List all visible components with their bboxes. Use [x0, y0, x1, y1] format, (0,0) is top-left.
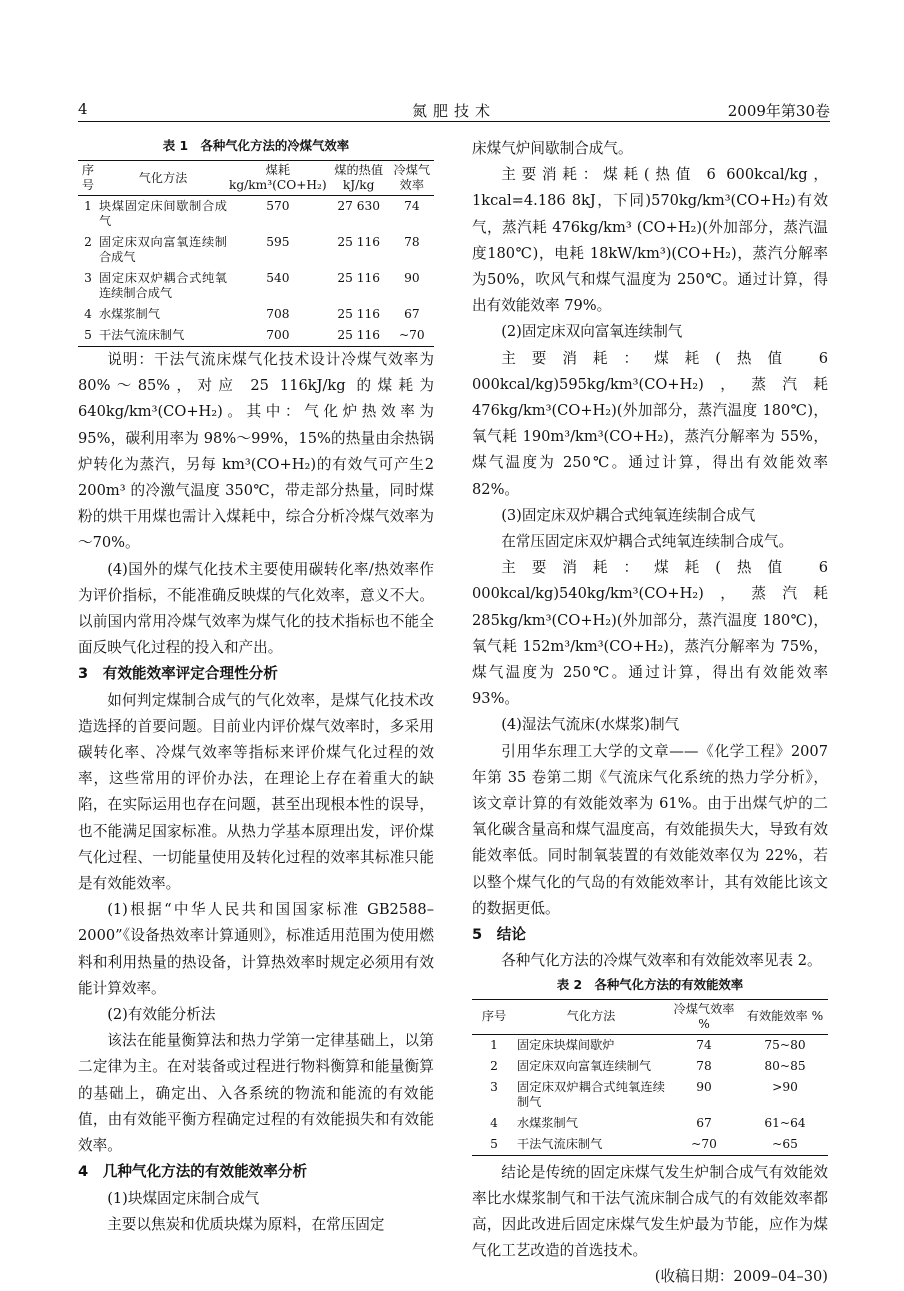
page-number: 4	[78, 100, 88, 118]
section-heading-4: 4 几种气化方法的有效能效率分析	[78, 1163, 308, 1181]
cell-eff: 74	[404, 199, 420, 213]
cell-eff: 67	[404, 307, 420, 321]
cell-exergy: ~65	[772, 1136, 798, 1151]
table1-col-heat: 煤的热值 kJ/kg	[328, 161, 390, 196]
cell-exergy: 75~80	[764, 1037, 806, 1052]
cell-no: 2	[490, 1058, 498, 1073]
cell-no: 1	[84, 199, 92, 213]
cell-heat: 27 630	[337, 199, 380, 213]
paragraph: 主要消耗：煤耗(热值 6 600kcal/kg，1kcal=4.186 8kJ，下同)570kg/km³(CO+H₂)有效气，蒸汽耗 476kg/km³ (CO+H₂)(外加部分，蒸汽温度180℃)，电耗 18kW/km³)(CO+H₂)，蒸汽分解率为50%，吹风气和煤气温度为 250℃。通过计算，得出有效能效率 79%。	[472, 166, 828, 315]
table-row	[78, 325, 434, 347]
cell-no: 5	[490, 1136, 498, 1151]
paragraph: 主要消耗：煤耗(热值 6 000kcal/kg)540kg/km³(CO+H₂)，蒸汽耗 285kg/km³(CO+H₂)(外加部分，蒸汽温度 180℃)，氧气耗 152m³/km³(CO+H₂)，蒸汽分解率为 75%，煤气温度为 250℃。通过计算，得出有效能效率 93%。	[472, 559, 828, 708]
paragraph: (1)根据“中华人民共和国国家标准 GB2588–2000”《设备热效率计算通则》，标准适用范围为使用燃料和利用热量的热设备，计算热效率时规定必须用有效能计算效率。	[78, 901, 434, 997]
cell-method: 固定床双炉耦合式纯氧连续制合成气	[99, 271, 227, 300]
paragraph: 各种气化方法的冷煤气效率和有效能效率见表 2。	[501, 952, 822, 970]
table1-col-coal: 煤耗 kg/km³(CO+H₂)	[228, 161, 328, 196]
table2-caption: 表 2 各种气化方法的有效能效率	[556, 976, 744, 992]
left-column	[78, 136, 434, 1238]
cell-exergy: >90	[772, 1079, 798, 1094]
cell-heat: 25 116	[337, 235, 380, 249]
table1-col-method: 气化方法	[98, 161, 228, 196]
cell-method: 水煤浆制气	[99, 307, 160, 321]
cell-cold: 78	[696, 1058, 712, 1073]
table-row	[472, 1056, 828, 1077]
right-column	[472, 136, 828, 1291]
cell-method: 固定床双向富氧连续制合成气	[99, 235, 227, 264]
table2-col-method: 气化方法	[516, 999, 666, 1034]
cell-method: 水煤浆制气	[517, 1115, 578, 1130]
cell-method: 固定床块煤间歇炉	[517, 1037, 615, 1052]
paragraph: 该法在能量衡算法和热力学第一定律基础上，以第二定律为主。在对装备或过程进行物料衡算和能量衡算的基础上，确定出、入各系统的物流和能流的有效能值，由有效能平衡方程确定过程的有效能损失和有效能效率。	[78, 1032, 434, 1155]
table1-caption: 表 1 各种气化方法的冷煤气效率	[162, 138, 350, 153]
table2-col-exergy: 有效能效率 %	[742, 999, 828, 1034]
cell-cold: 90	[696, 1079, 712, 1094]
paragraph: 在常压固定床双炉耦合式纯氧连续制合成气。	[501, 533, 794, 551]
cell-cold: 74	[696, 1037, 712, 1052]
cell-coal: 540	[266, 271, 290, 285]
running-header	[78, 100, 830, 122]
paragraph: (4)湿法气流床(水煤浆)制气	[501, 716, 680, 734]
cell-no: 4	[84, 307, 92, 321]
table-row	[472, 1113, 828, 1134]
cell-no: 3	[84, 271, 92, 285]
cell-method: 块煤固定床间歇制合成气	[99, 199, 227, 228]
table-row	[472, 1134, 828, 1156]
paragraph: 引用华东理工大学的文章——《化学工程》2007 年第 35 卷第二期《气流床气化系统的热力学分析》，该文章计算的有效能效率为 61%。由于出煤气炉的二氧化碳含量高和煤气温度高，有效能损失大，导致有效能效率低。同时制氧装置的有效能效率仅为 22%，若以整个煤气化的气岛的有效能效率计，其有效能比该文的数据更低。	[472, 742, 828, 917]
table-row	[78, 304, 434, 325]
cell-method: 固定床双炉耦合式纯氧连续制气	[517, 1079, 665, 1109]
cell-cold: 67	[696, 1115, 712, 1130]
table1-col-eff: 冷煤气效率	[390, 161, 434, 196]
paragraph: 如何判定煤制合成气的气化效率，是煤气化技术改造选择的首要问题。目前业内评价煤气效率时，多采用碳转化率、冷煤气效率等指标来评价煤气化过程的效率，这些常用的评价办法，在理论上存在着重大的缺陷，在实际运用也存在问题，甚至出现根本性的误导，也不能满足国家标准。从热力学基本原理出发，评价煤气化过程、一切能量使用及转化过程的效率其标准只能是有效能效率。	[78, 691, 434, 893]
paragraph: (3)固定床双炉耦合式纯氧连续制合成气	[501, 506, 756, 524]
section-heading-3: 3 有效能效率评定合理性分析	[78, 665, 278, 683]
cell-eff: ~70	[398, 328, 425, 342]
cell-heat: 25 116	[337, 307, 380, 321]
cell-coal: 570	[266, 199, 290, 213]
cell-coal: 595	[266, 235, 290, 249]
cell-method: 固定床双向富氧连续制气	[517, 1058, 652, 1073]
table-row	[78, 268, 434, 304]
cell-eff: 78	[404, 235, 420, 249]
table1	[78, 160, 434, 347]
cell-heat: 25 116	[337, 328, 380, 342]
table-row	[472, 1077, 828, 1113]
table2-col-no: 序号	[472, 999, 516, 1034]
received-date: (收稿日期：2009–04–30)	[654, 1268, 828, 1286]
paragraph: 主要消耗：煤耗(热值 6 000kcal/kg)595kg/km³(CO+H₂)，蒸汽耗 476kg/km³(CO+H₂)(外加部分，蒸汽温度 180℃)，氧气耗 190m³/km³(CO+H₂)，蒸汽分解率为 55%，煤气温度为 250℃。通过计算，得出有效能效率 82%。	[472, 349, 828, 498]
paragraph: (1)块煤固定床制合成气	[107, 1189, 260, 1207]
cell-cold: ~70	[691, 1136, 717, 1151]
cell-no: 3	[490, 1079, 498, 1094]
cell-exergy: 80~85	[764, 1058, 806, 1073]
cell-method: 干法气流床制气	[99, 328, 185, 342]
table2	[472, 999, 828, 1156]
cell-eff: 90	[404, 271, 420, 285]
paragraph-note: 说明：干法气流床煤气化技术设计冷煤气效率为 80%～85%，对应 25 116kJ/kg 的煤耗为640kg/km³(CO+H₂)。其中：气化炉热效率为 95%，碳利用率为 98%～99%，15%的热量由余热锅炉转化为蒸汽，另每 km³(CO+H₂)的有效气可产生2 200m³ 的冷激气温度 350℃，带走部分热量，同时煤粉的烘干用煤也需计入煤耗中，综合分析冷煤气效率为～70%。	[78, 351, 434, 552]
cell-coal: 700	[266, 328, 290, 342]
table-row	[78, 196, 434, 233]
paragraph: (2)固定床双向富氧连续制气	[501, 323, 683, 341]
table1-header-row	[78, 161, 434, 196]
issue-info: 2009年第30卷	[727, 102, 830, 120]
paragraph: 床煤气炉间歇制合成气。	[472, 140, 633, 157]
table1-col-no: 序号	[78, 161, 98, 196]
paragraph: 主要以焦炭和优质块煤为原料，在常压固定	[107, 1215, 385, 1233]
paragraph: (4)国外的煤气化技术主要使用碳转化率/热效率作为评价指标，不能准确反映煤的气化效率，意义不大。以前国内常用冷煤气效率为煤气化的技术指标也不能全面反映气化过程的投入和产出。	[78, 560, 434, 657]
section-heading-5: 5 结论	[472, 926, 526, 944]
cell-method: 干法气流床制气	[517, 1136, 603, 1151]
cell-no: 2	[84, 235, 92, 249]
table-row	[472, 1034, 828, 1056]
cell-heat: 25 116	[337, 271, 380, 285]
table-row	[78, 232, 434, 268]
cell-coal: 708	[266, 307, 290, 321]
cell-no: 4	[490, 1115, 498, 1130]
table2-col-cold: 冷煤气效率 %	[666, 999, 742, 1034]
cell-no: 5	[84, 328, 92, 342]
cell-no: 1	[490, 1037, 498, 1052]
paragraph: (2)有效能分析法	[107, 1006, 216, 1024]
table2-header-row	[472, 999, 828, 1034]
journal-title: 氮肥技术	[411, 102, 496, 120]
cell-exergy: 61~64	[764, 1115, 806, 1130]
paragraph: 结论是传统的固定床煤气发生炉制合成气有效能效率比水煤浆制气和干法气流床制合成气的有效能效率都高，因此改进后固定床煤气发生炉最为节能，应作为煤气化工艺改造的首选技术。	[472, 1163, 828, 1260]
